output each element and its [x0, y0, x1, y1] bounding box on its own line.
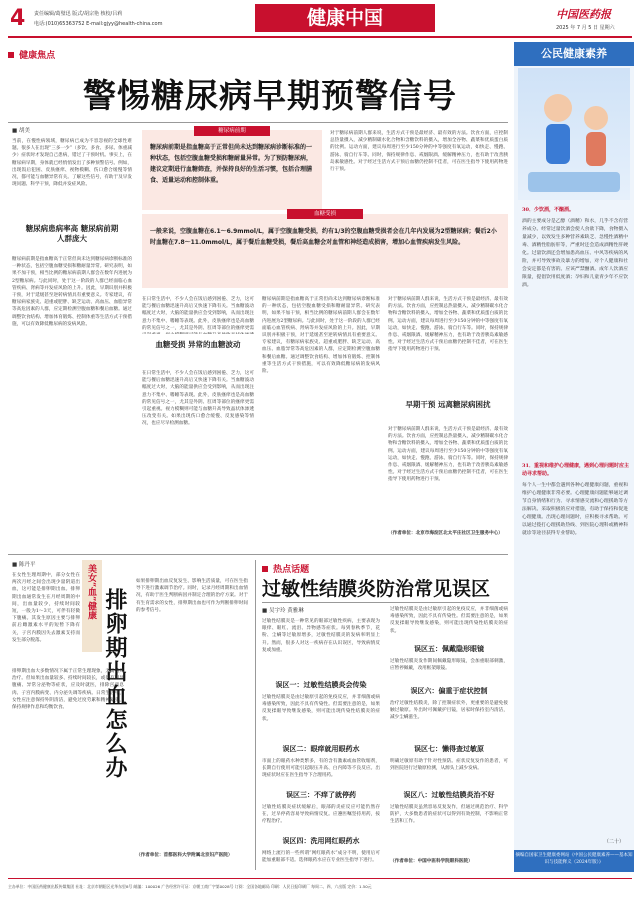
- kicker-vertical-bar: [82, 560, 102, 652]
- misconception-4: 误区四：洗用网红眼药水: [282, 837, 360, 845]
- misconception-1: 误区一：过敏性结膜炎会传染: [275, 681, 367, 689]
- bottom-left-col1-b: 排卵期出血大多数情况下属于正常生理现象，无需特殊治疗。但如果出血量较多、持续时间较长，或伴有明显腹痛、异常分泌物等症状，应及时就医，排除宫颈息肉、子宫内膜病变、内分泌失调等疾病。日常生活中，女性应注意保持外阴清洁，避免过度劳累和精神紧张，保持规律作息和均衡饮食。: [12, 669, 124, 711]
- bottom-right-col2-top: 过敏性结膜炎是由过敏原引起的免疫反应，并非细菌或病毒感染所致，因此不具有传染性。但需要注意的是，如果反复揉眼导致继发感染，则可能出现传染性结膜炎的症状。: [390, 607, 508, 634]
- top-story-col2: 在日常生活中，不少人会在饭后感到困倦、乏力，这可能与餐后血糖迅速升高后又快速下降有关。当血糖波动幅度过大时，大脑的能量供应会受到影响，从而出现注意力不集中、嗜睡等表现。此外，皮肤瘙痒也是高血糖的常见信号之一，尤其是外阴、肛周等部位的瘙痒更需引起重视。视力模糊则可能与血糖升高导致晶状体渗透压改变有关。如果出现伤口愈合缓慢、反复感染等情况，也应尽早检测血糖。: [142, 371, 254, 427]
- top-story-kicker: 健康焦点: [8, 44, 55, 58]
- misconception-2-text: 市面上的眼药水种类繁多，有的含有激素或血管收缩剂，长期自行使用可能引起眼压升高、白内障等不良反应。出现症状时应在医生指导下合理用药。: [262, 759, 380, 779]
- top-story-col4-upper: 对于糖尿病前期人群来说，生活方式干预是最经济、最有效的方法。饮食方面，应控制总热量摄入，减少精制碳水化合物和含糖饮料的摄入，增加全谷物、蔬菜和优质蛋白质的比例。运动方面，建议每周进行至少150分钟的中等强度有氧运动，如快走、慢跑、游泳、骑自行车等。同时，保持规律作息、戒烟限酒、缓解精神压力，也有助于改善胰岛素敏感性。对于经过生活方式干预后血糖仍控制不佳者，可在医生指导下使用药物进行干预。: [388, 297, 508, 353]
- bottom-left-col2: 如果排卵期出血反复发生、影响生活质量，可在医生指导下进行激素调节治疗。同时，记录月经周期和出血情况，有助于医生判断病因并制定合理的治疗方案。对于有生育需求的女性，排卵期出血也可作为判断排卵时间的参考信号。: [136, 579, 248, 613]
- sidebar-item31-text: 每个人一生中都会遇到各种心理健康问题，重视和维护心理健康非常必要。心理健康问题能够通过调节自身情绪和行为、寻求情感交流和心理援助等方法解决。采取积极的应对措施，有助于保持和促进心理健康。出现心理问题时，应积极寻求帮助。可以通过拨打心理援助热线、到医院心理科或精神科就诊等途径获得专业帮助。: [522, 483, 628, 536]
- misconception-6-text: 治疗过敏性结膜炎，除了控制症状外，更重要的是避免接触过敏原。外出时可佩戴护目镜，居家时保持室内清洁，减少尘螨滋生。: [390, 701, 508, 721]
- top-story-col3: 糖尿病前期是指血糖高于正常但尚未达到糖尿病诊断标准的一种状态，包括空腹血糖受损和糖耐量异常。研究表明，如果不加干预，相当比例的糖尿病前期人群会在数年内进展为2型糖尿病。与此同时，处于这一阶段的人群已经面临心血管疾病、肾病等并发症风险的上升。因此，早期识别并积极干预，对于延缓甚至逆转病情具有重要意义。专家建议，有糖尿病家族史、超重或肥胖、缺乏运动、高血压、血脂异常等高危因素的人群，应定期检测空腹血糖和餐后血糖。通过调整饮食结构、增加体育锻炼、控制体重等生活方式干预措施，可以有效降低糖尿病的发病风险。: [262, 297, 380, 375]
- misconception-8: 误区八：过敏性结膜炎治不好: [403, 791, 495, 799]
- bottom-right-headline: 过敏性结膜炎防治常见误区: [262, 578, 491, 600]
- misconception-3-text: 过敏性结膜炎症状缓解后，眼部的炎症反应可能仍然存在，过早停药容易导致病情反复。应遵医嘱坚持用药，按疗程治疗。: [262, 805, 380, 825]
- top-story-col4: 对于糖尿病前期人群来说，生活方式干预是最经济、最有效的方法。饮食方面，应控制总热量摄入，减少精制碳水化合物和含糖饮料的摄入，增加全谷物、蔬菜和优质蛋白质的比例。运动方面，建议每周进行至少150分钟的中等强度有氧运动，如快走、慢跑、游泳、骑自行车等。同时，保持规律作息、戒烟限酒、缓解精神压力，也有助于改善胰岛素敏感性。对于经过生活方式干预后血糖仍控制不佳者，可在医生指导下使用药物进行干预。: [388, 427, 508, 483]
- masthead-rule: [8, 36, 632, 38]
- bottom-vertical-divider: [255, 560, 256, 870]
- newspaper-logo: 中国医药报: [556, 8, 611, 21]
- misconception-3: 误区三：不痒了就停药: [286, 791, 356, 799]
- top-story-col1: 糖尿病前期是指血糖高于正常但尚未达到糖尿病诊断标准的一种状态，包括空腹血糖受损和糖耐量异常。研究表明，如果不加干预，相当比例的糖尿病前期人群会在数年内进展为2型糖尿病。与此同时，处于这一阶段的人群已经面临心血管疾病、肾病等并发症风险的上升。因此，早期识别并积极干预，对于延缓甚至逆转病情具有重要意义。专家建议，有糖尿病家族史、超重或肥胖、缺乏运动、高血压、血脂异常等高危因素的人群，应定期检测空腹血糖和餐后血糖。通过调整饮食结构、增加体育锻炼、控制体重等生活方式干预措施，可以有效降低糖尿病的发病风险。: [12, 257, 132, 327]
- pull-box: [142, 130, 322, 210]
- misconception-2: 误区二：眼痒就用眼药水: [282, 745, 360, 753]
- misconception-5-text: 过敏性结膜炎发作期间佩戴隐形眼镜，会加重眼部刺激，应暂停佩戴，改用框架眼镜。: [390, 659, 508, 672]
- sidebar-illustration: [518, 68, 630, 200]
- headline-rule: [8, 122, 508, 123]
- pull-box-label: 糖尿病前期: [194, 126, 270, 136]
- sidebar: [514, 42, 634, 872]
- misconception-5: 误区五：佩戴隐形眼镜: [414, 645, 484, 653]
- top-story-author: ■ 胡美: [12, 128, 30, 134]
- bottom-right-source: （作者单位：中国中医科学院眼科医院）: [390, 859, 473, 864]
- misconception-7: 误区七：懒得查过敏原: [414, 745, 484, 753]
- sidebar-source: 摘编自国家卫生健康委网站《中国公民健康素养——基本知识与技能释义（2024年版）》: [514, 850, 634, 872]
- bottom-left-author: ■ 陈丹平: [12, 562, 36, 568]
- bottom-right-rule: [262, 602, 508, 603]
- bottom-right-col1: 过敏性结膜炎是一种常见的眼部过敏性疾病，主要表现为眼痒、眼红、流泪、异物感等症状。每到春秋季节，花粉、尘螨等过敏原增多，过敏性结膜炎的发病率明显上升。然而，很多人对这一疾病存在认识误区，导致病情反复或加重。: [262, 619, 380, 653]
- warn-box-label: 血糖受损: [287, 209, 363, 219]
- misconception-6: 误区六：偏重于症状控制: [410, 687, 488, 695]
- subhead-glucose: 血糖受损 异常的血糖波动: [155, 340, 241, 349]
- contact-line: 电话:(010)65363752 E-mail:gjyy@health-china.com: [34, 21, 163, 27]
- misconception-8-text: 过敏性结膜炎虽然容易反复发作，但通过规范治疗、科学防护，大多数患者的症状可以得到有效控制，不影响正常生活和工作。: [390, 805, 508, 825]
- bottom-left-col1: 在女性生理周期中，部分女性在两次月经之间会出现少量阴道出血，这可能是排卵期出血。排卵期出血通常发生在月经周期的中间，出血量较少，持续时间较短，一般为1～3天，可伴有轻微下腹痛。其发生原因主要与排卵前后雌激素水平的短暂下降有关，子宫内膜因失去激素支持而发生部分脱落。: [12, 573, 80, 643]
- sidebar-item30-text: 酒的主要成分是乙醇（酒精）和水，几乎不含有营养成分。经常过量饮酒会使人食欲下降，食物摄入量减少，以致发生多种营养素缺乏、急慢性酒精中毒、酒精性脂肪肝等，严重时还会造成酒精性肝硬化。过量饮酒还会增加患高血压、中风等疾病的风险，并可导致事故及暴力的增加，对个人健康和社会安定都是有害的。应该严禁酗酒。成年人饮酒应限量，提倡饮用低度酒；孕妇和儿童青少年不应饮酒。: [522, 219, 628, 288]
- sidebar-note: （二十）: [604, 839, 625, 845]
- warn-box-text: 一般来说，空腹血糖在6.1～6.9mmol/L，属于空腹血糖受损，约有1/3的空腹血糖受损者会在几年内发展为2型糖尿病；餐后2小时血糖在7.8～11.0mmol/L，属于餐后血糖受损，餐后高血糖会对血管和神经造成损害，增加心血管疾病发生风险。: [150, 228, 497, 246]
- kicker-vertical-text: 美女“血”健康: [86, 564, 96, 620]
- misconception-1-text: 过敏性结膜炎是由过敏原引起的免疫反应，并非细菌或病毒感染所致，因此不具有传染性。但需要注意的是，如果反复揉眼导致继发感染，则可能出现传染性结膜炎的症状。: [262, 695, 380, 722]
- editor-line: 责任编辑/葛璧迅 版式/胡宗艳 核校/吕莉: [34, 11, 123, 17]
- bottom-left-source: （作者单位：首都医科大学附属北京妇产医院）: [136, 853, 233, 858]
- red-square-icon: [8, 52, 14, 58]
- subhead-prevalence: 糖尿病患病率高 糖尿病前期人群庞大: [25, 224, 119, 243]
- bottom-right-author: ■ 吴宇玲 黄雅琳: [262, 608, 304, 614]
- misconception-7-text: 明确过敏原有助于针对性预防。症状反复发作的患者，可到医院进行过敏原检测，从源头上减少发病。: [390, 759, 508, 772]
- masthead: [0, 0, 640, 38]
- footer-text: 主办单位：中国医药健康出版传媒集团 社址：北京市朝阳区光华东里8号 邮编：100026 广告经营许可证：京朝工商广字第0028号 订阅：全国各地邮局 印刷：人民日报印刷厂 每周二、四、六出版 定价：1.50元: [8, 884, 372, 889]
- bottom-right-kicker: 热点话题: [262, 558, 309, 577]
- warn-box: [142, 211, 508, 288]
- sidebar-item31-head: 31．重视和维护心理健康，遇到心理问题时应主动寻求帮助。: [522, 463, 629, 477]
- sidebar-item30-head: 30．少饮酒，不酗酒。: [522, 207, 574, 213]
- sidebar-title: 公民健康素养: [514, 42, 634, 66]
- top-story-intro: 当前，在慢性病领域，糖尿病已成为不容忽视的全球性难题。很多人在出现“三多一少”（多饮、多食、多尿、体重减少）症状时才发现自己患病，错过了干预时机。事实上，在糖尿病早期，身体就已经悄悄发出了多种预警信号。例如，出现饭后犯困、皮肤瘙痒、视物模糊、伤口愈合缓慢等情况，都可能与血糖异常有关。了解这些信号，有助于及早发现问题、科学干预，降低并发症风险。: [12, 139, 132, 188]
- page-number: 4: [10, 6, 26, 31]
- top-story-source: （作者单位：北京市海淀区北太平庄社区卫生服务中心）: [388, 531, 503, 536]
- top-story-headline: 警惕糖尿病早期预警信号: [83, 76, 457, 115]
- red-square-icon: [262, 566, 268, 572]
- misconception-4-text: 网络上流行的一些所谓“网红眼药水”成分不明，使用后可能加重眼部不适。选择眼药水应在专业医生指导下进行。: [262, 851, 380, 864]
- section-divider: [8, 554, 508, 555]
- top-story-col2-upper: 在日常生活中，不少人会在饭后感到困倦、乏力，这可能与餐后血糖迅速升高后又快速下降有关。当血糖波动幅度过大时，大脑的能量供应会受到影响，从而出现注意力不集中、嗜睡等表现。此外，皮肤瘙痒也是高血糖的常见信号之一，尤其是外阴、肛周等部位的瘙痒更需: [142, 297, 254, 331]
- top-story-col-right-upper: 对于糖尿病前期人群来说，生活方式干预是最经济、最有效的方法。饮食方面，应控制总热量摄入，减少精制碳水化合物和含糖饮料的摄入，增加全谷物、蔬菜和优质蛋白质的比例。运动方面，建议每周进行至少150分钟的中等强度有氧运动，如快走、慢跑、游泳、骑自行车等。同时，保持规律作息、戒烟限酒、缓解精神压力，也有助于改善胰岛素敏感性。对于经过生活方式干预后血糖仍控制不佳者，可在医生指导下使用药物进行干预。: [330, 131, 508, 173]
- health-illustration-icon: [518, 68, 630, 200]
- pull-box-text: 糖尿病前期是指血糖高于正常但尚未达到糖尿病诊断标准的一种状态，包括空腹血糖受损和糖耐量异常。为了预防糖尿病，建议定期进行血糖筛查，并保持良好的生活习惯，包括合理膳食、适量运动和控制体重。: [150, 144, 313, 184]
- subhead-intervention: 早期干预 远离糖尿病困扰: [405, 400, 491, 409]
- bottom-left-headline: 排卵期出血怎么办: [102, 588, 128, 780]
- footer-rule: [8, 878, 632, 879]
- date-line: 2025 年 7 月 5 日 星期六: [556, 25, 615, 31]
- section-title: 健康中国: [255, 4, 435, 32]
